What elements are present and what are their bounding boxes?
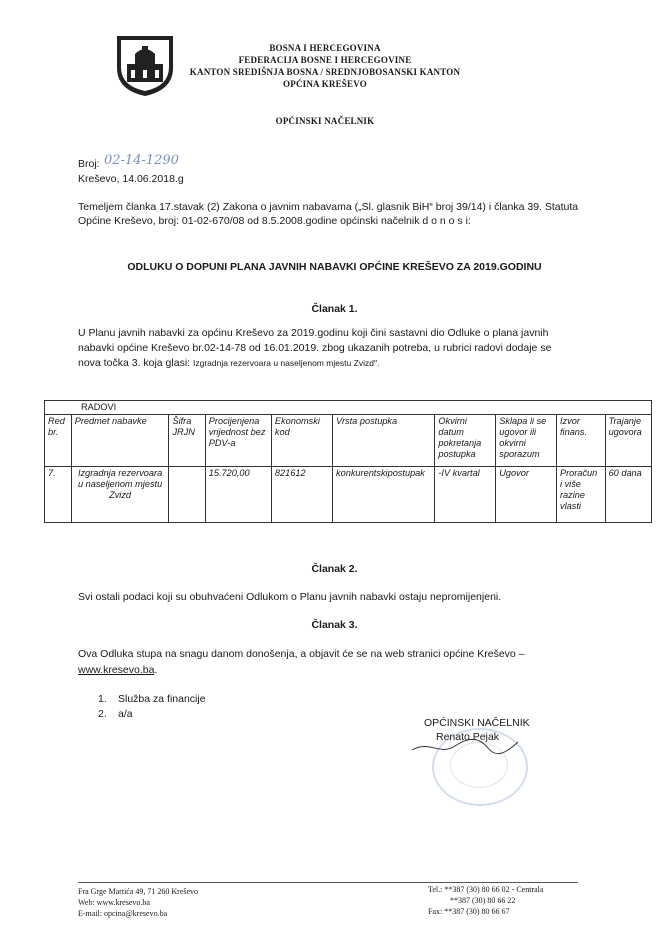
cell-no: 7.: [45, 467, 72, 523]
footer-web: Web: www.kresevo.ba: [78, 898, 150, 907]
footer-tel: Tel.: **387 (30) 80 66 02 - Centrala: [428, 885, 544, 894]
cell-econ-code: 821612: [271, 467, 332, 523]
cell-duration: 60 dana: [605, 467, 651, 523]
table-header-row: [45, 415, 652, 467]
footer-tel-2: **387 (30) 80 66 22: [450, 896, 516, 905]
table-row: [45, 467, 652, 523]
preamble-line-1: Temeljem članka 17.stavak (2) Zakona o javnim nabavama („Sl. glasnik BiH“ broj 39/14) i članka 39. Statuta: [78, 201, 579, 213]
col-header: Izvor finans.: [556, 415, 605, 467]
article-2-text: Svi ostali podaci koji su obuhvaćeni Odlukom o Planu javnih nabavki ostaju nepromijenjeni.: [78, 591, 502, 603]
header-country: BOSNA I HERCEGOVINA: [269, 43, 381, 53]
preamble-line-2: Općine Kreševo, broj: 01-02-670/08 od 8.5.2008.godine općinski načelnik d o n o s i:: [78, 215, 471, 227]
article-1-line-3-text: nova točka 3. koja glasi:: [78, 357, 191, 369]
article-3-tail: .: [154, 664, 158, 676]
procurement-table: [44, 400, 652, 523]
distribution-item-1: Služba za financije: [118, 693, 206, 705]
col-header: Vrsta postupka: [333, 415, 435, 467]
distribution-item-2: a/a: [118, 708, 133, 720]
header-canton: KANTON SREDIŠNJA BOSNA / SREDNJOBOSANSKI KANTON: [189, 67, 461, 77]
article-1-heading: Članak 1.: [311, 303, 358, 315]
article-1-line-2: nabavki općine Kreševo br.02-14-78 od 16.01.2019. zbog ukazanih potreba, u rubrici radovi dodaje se: [78, 342, 552, 354]
article-3-text: Ova Odluka stupa na snagu danom donošenja, a objavit će se na web stranici općine Kreševo –: [78, 648, 525, 660]
cell-procedure: konkurentskipostupak: [333, 467, 435, 523]
col-header: Procijenjena vrijednost bez PDV-a: [205, 415, 271, 467]
footer-address: Fra Grge Martića 49, 71 260 Kreševo: [78, 887, 199, 896]
signature-name: Renato Pejak: [436, 731, 500, 743]
article-3-heading: Članak 3.: [311, 619, 358, 631]
article-2-heading: Članak 2.: [311, 563, 358, 575]
cell-funding: Proračun i više razine vlasti: [556, 467, 605, 523]
municipality-crest: [115, 34, 175, 98]
col-header: Okvirni datum pokretanja postupka: [435, 415, 496, 467]
ref-place-date: Kreševo, 14.06.2018.g: [78, 173, 184, 185]
col-header: Ekonomski kod: [271, 415, 332, 467]
website-link[interactable]: www.kresevo.ba: [78, 664, 155, 676]
table-section-label: RADOVI: [45, 401, 652, 415]
header-municipality: OPĆINA KREŠEVO: [283, 79, 367, 89]
col-header: Sklapa li se ugovor ili okvirni sporazum: [496, 415, 557, 467]
col-header: Trajanje ugovora: [605, 415, 651, 467]
footer-fax: Fax: **387 (30) 80 66 67: [428, 907, 510, 916]
article-3-link-line: [78, 663, 157, 677]
cell-start-date: -IV kvartal: [435, 467, 496, 523]
distribution-item-2-number: 2.: [98, 708, 107, 720]
header-office: OPĆINSKI NAČELNIK: [275, 116, 375, 126]
col-header: Šifra JRJN: [169, 415, 205, 467]
signature-title: OPĆINSKI NAČELNIK: [424, 717, 530, 729]
distribution-item-1-number: 1.: [98, 693, 107, 705]
table-section-row: [45, 401, 652, 415]
footer-divider: [78, 882, 578, 883]
article-1-quote: Izgradnja rezervoara u naseljenom mjestu Zvizd".: [193, 358, 380, 368]
footer-email: E-mail: opcina@kresevo.ba: [78, 909, 168, 918]
decision-title: ODLUKU O DOPUNI PLANA JAVNIH NABAVKI OPĆINE KREŠEVO ZA 2019.GODINU: [127, 261, 542, 273]
ref-number-handwritten: 02-14-1290: [104, 153, 179, 168]
signature-scribble: [410, 736, 520, 758]
cell-contract-type: Ugovor: [496, 467, 557, 523]
cell-subject: Izgradnja rezervoara u naseljenom mjestu Zvizd: [71, 467, 169, 523]
col-header: Predmet nabavke: [71, 415, 169, 467]
ref-label: Broj:: [78, 158, 100, 170]
cell-value: 15.720,00: [205, 467, 271, 523]
article-1-line-3: [78, 356, 379, 370]
cell-code: [169, 467, 205, 523]
col-header: Red br.: [45, 415, 72, 467]
header-federation: FEDERACIJA BOSNE I HERCEGOVINE: [238, 55, 412, 65]
article-1-line-1: U Planu javnih nabavki za općinu Kreševo za 2019.godinu koji čini sastavni dio Odluke o plana javnih: [78, 327, 549, 339]
